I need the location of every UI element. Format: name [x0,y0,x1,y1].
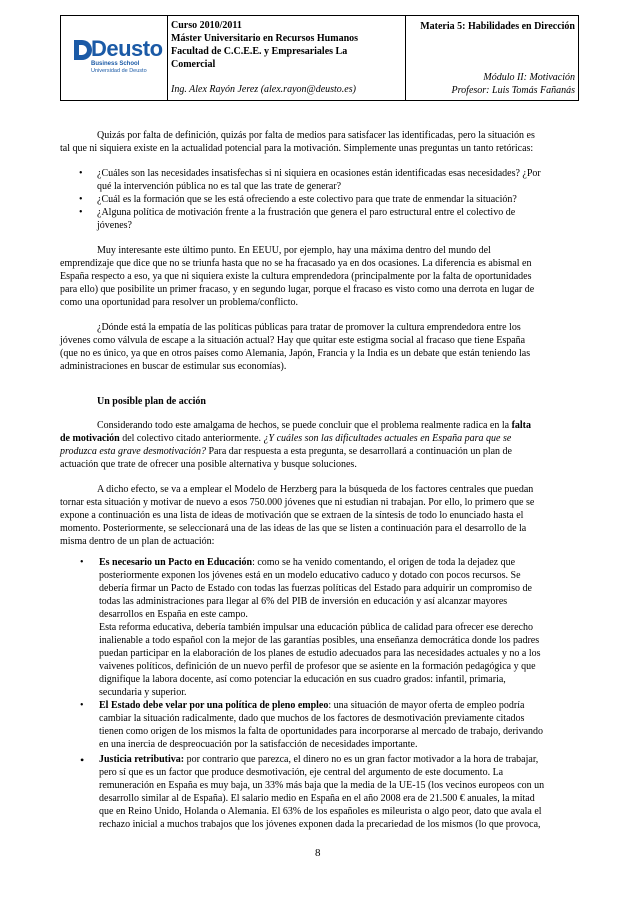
module-line: Módulo II: Motivación [483,72,575,83]
text-line: administraciones en buscar de estimular sus economías). [60,361,287,372]
bullet-icon: • [80,753,85,767]
text-line: jóvenes como válvula de escape a la situación actual? Hay que quitar este estigma social al fracaso que tiene España [60,335,526,346]
text-line: ¿Dónde está la empatía de las políticas públicas para tratar de promover la cultura emprendedora entre los [97,322,521,333]
deusto-logo-icon [71,38,93,62]
text-line: expone a continuación es una lista de ideas de motivación que se extraen de la síntesis de todo lo enunciado hasta el [60,510,524,521]
text-line: actuación que trate de ofrecer una posible alternativa y busque soluciones. [60,459,357,470]
course-line: Curso 2010/2011 [171,20,242,31]
text-line: desarrollo similar al de España). El salario medio en España en el año 2008 era de 21.500 € anuales, la mitad [99,793,535,804]
subject-title: Materia 5: Habilidades en Dirección [420,21,575,32]
page-number: 8 [315,847,321,859]
text-run: del colectivo citado anteriormente. [119,433,264,444]
italic-run: ¿Y cuáles son las dificultades actuales en España para que se [263,433,512,444]
text-line [60,433,511,445]
deusto-logo [71,36,163,80]
list-item [99,557,515,569]
header-table [60,15,579,101]
bold-run: Justicia retributiva: [99,754,185,765]
text-line: todas las administraciones para llegar al 6% del PIB de inversión en educación y así alcanzar mayores [99,596,508,607]
text-line: rechazo inicial a muchos trabajos que los jóvenes exponen dada la precariedad de los mismos (lo que provoca, [99,819,541,830]
bold-run: falta [511,420,532,431]
text-run: : una situación de mayor oferta de empleo podría [328,700,525,711]
author-line: Ing. Alex Rayón Jerez (alex.rayon@deusto.es) [171,84,356,95]
text-line: (que no es único, ya que en otros países como Alemania, Japón, Francia y la India es un debate que están teniendo las [60,348,531,359]
text-line: Muy interesante este último punto. En EEUU, por ejemplo, hay una máxima dentro del mundo del [97,245,491,256]
header-subject-cell [406,16,578,100]
professor-line: Profesor: Luis Tomás Fañanás [451,85,575,96]
text-line: remuneración en España es muy baja, un 33% más baja que la media de la UE-15 (los vecinos europeos con un [99,780,545,791]
course-line: Facultad de C.C.E.E. y Empresariales La [171,46,348,57]
text-line: dignifique la labora docente, así como potenciar la educación en sus cuadro grados: infantil, primaria, [99,674,506,685]
section-title: Un posible plan de acción [97,396,206,407]
text-line: tienen como origen de los mismos la falta de oportunidades para incorporarse al mercado de trabajo, derivando [99,726,544,737]
list-item: qué la intervención pública no es tal que las trate de generar? [97,181,342,192]
text-line: secundaria y superior. [99,687,187,698]
text-line: que en Reino Unido, Holanda o Alemania. El 63% de los españoles es mileurista o algo peor, dato que avala el [99,806,542,817]
list-item [99,700,524,712]
list-item: jóvenes? [97,220,132,231]
text-run: Considerando todo este amalgama de hechos, se puede concluir que el problema realmente radica en la [97,420,512,431]
bullet-icon: • [79,207,83,218]
text-line: España respecto a eso, ya que ni siquiera existe la cultura emprendedora (principalmente por la falta de oportunidades [60,271,532,282]
list-item [99,754,538,766]
italic-run: produzca esta grave desmotivación? [60,446,206,457]
text-line: inalienable a todo español con la mejor de las garantías posibles, una enseñanza democrática donde los padres [99,635,540,646]
text-line: puedan participar en la elaboración de los planes de estudio adecuados para las necesidades actuales y no a los [99,648,541,659]
bullet-icon: • [80,557,84,568]
header-course-cell [167,16,406,100]
list-item: ¿Alguna política de motivación frente a la frustración que genera el paro estructural entre el colectivo de [97,207,516,218]
text-line: tal que ni siquiera existe en la actualidad potencial para la motivación. Simplemente unas preguntas un tanto retóricas: [60,143,534,154]
text-run: por contrario que parezca, el dinero no es un gran factor motivador a la hora de trabajar, [184,754,539,765]
logo-word: Deusto [91,36,163,61]
bold-run: El Estado debe velar por una política de pleno empleo [99,700,329,711]
text-line: Esta reforma educativa, debería también impulsar una educación pública de calidad para ofrecer ese derecho [99,622,533,633]
text-line: Quizás por falta de definición, quizás por falta de medios para satisfacer las identificadas, pero la situación es [97,130,535,141]
logo-line1: Business School [91,61,140,67]
text-line: emprendizaje que dice que no se triunfa hasta que no se ha fracasado ya en dos ocasiones. La diferencia es abismal en [60,258,532,269]
logo-line2: Universidad de Deusto [91,68,147,74]
bold-run: de motivación [60,433,120,444]
text-line: tornar esta situación y motivar de nuevo a esos 750.000 jóvenes que ni estudian ni trabajan. Por ello, lo primero que se [60,497,535,508]
text-line: como una oportunidad para resolver un problema/conflicto. [60,297,298,308]
text-line: para ello) que posibilite un primer fracaso, y en segundo lugar, porque el fracaso es visto como una derrota en lugar de [60,284,535,295]
bullet-icon: • [79,168,83,179]
course-line: Máster Universitario en Recursos Humanos [171,33,359,44]
text-run: Para dar respuesta a esta pregunta, se desarrollará a continuación un plan de [206,446,512,457]
course-line: Comercial [171,59,216,70]
text-line [60,446,512,458]
text-line: misma dentro de un plan de actuación: [60,536,215,547]
list-item: ¿Cuál es la formación que se les está ofreciendo a este colectivo para que trate de enmendar la situación? [97,194,517,205]
text-line: debería firmar un Pacto de Estado con todas las fuerzas políticas del Estado para adquirir un compromiso de [99,583,532,594]
text-line: cambiar la situación radicalmente, dado que muchos de los factores de desmotivación previamente citados [99,713,525,724]
text-line: vaivenes políticos, definición de un nuevo perfil de profesor que se asiente en la formación pedagógica y que [99,661,536,672]
header-logo-cell [61,16,168,100]
list-item: ¿Cuáles son las necesidades insatisfechas si ni siquiera en ocasiones están identificadas esas necesidades? ¿Por [97,168,541,179]
text-run: : como se ha venido comentando, el origen de toda la dejadez que [252,557,516,568]
text-line: desarrollos en España en este campo. [99,609,248,620]
text-line [97,420,531,432]
text-line: posteriormente exponen los jóvenes está en un modelo educativo caduco y dotado con pocos recursos. Se [99,570,521,581]
bold-run: Es necesario un Pacto en Educación [99,557,253,568]
text-line: en una inercia de despreocuación por la satisfacción de necesidades importante. [99,739,418,750]
text-line: pero sí que es un factor que produce desmotivación, eje central del argumento de este documento. La [99,767,504,778]
text-line: A dicho efecto, se va a emplear el Modelo de Herzberg para la búsqueda de los factores centrales que puedan [97,484,534,495]
text-line: momento. Posteriormente, se seleccionará una de las ideas de las que se listen a continuación para el desarrollo de la [60,523,527,534]
bullet-icon: • [80,700,84,711]
bullet-icon: • [79,194,83,205]
